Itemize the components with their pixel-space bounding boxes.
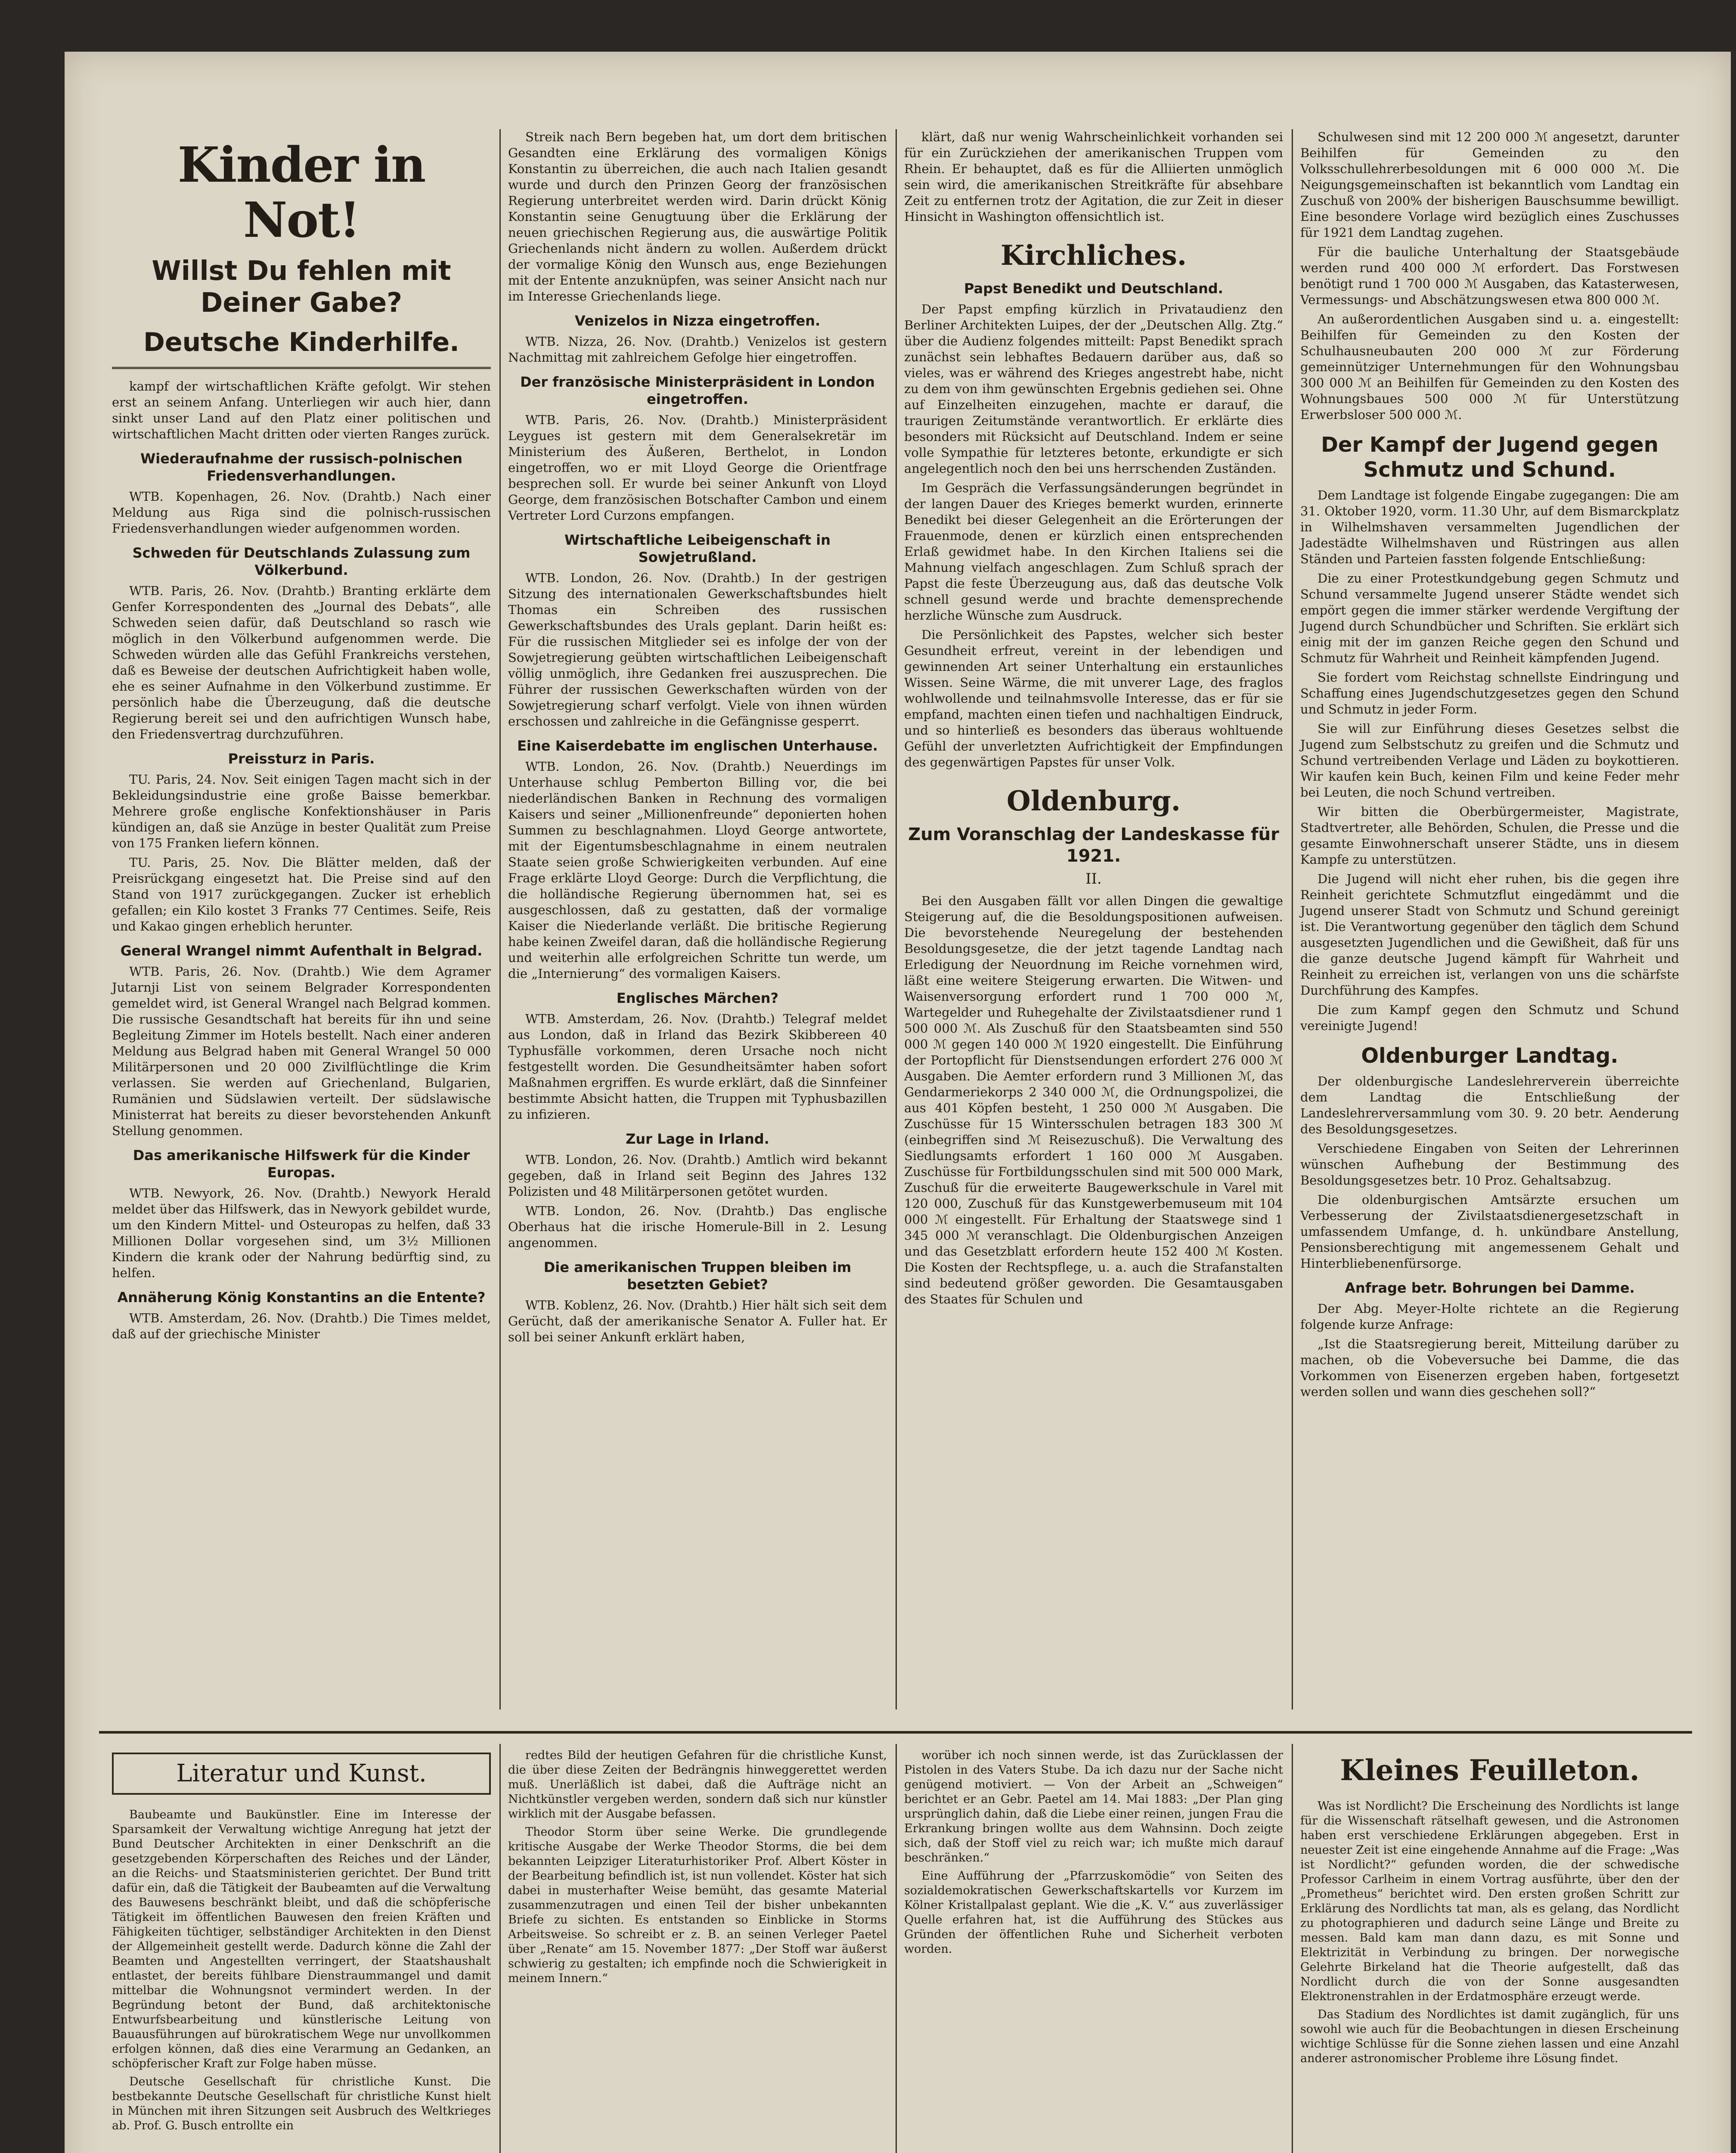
advert-line-1: Willst Du fehlen mit — [152, 255, 451, 286]
article-text: Deutsche Gesellschaft für christliche Kunst. Die bestbekannte Deutsche Gesellschaft für christliche Kunst hielt in München mit ihren Sitzungen seit Ausbruch des Weltkrieges ab. Prof. G. Busch entrollte ein — [112, 2075, 491, 2132]
part-number: II. — [1085, 870, 1102, 887]
headline: Papst Benedikt und Deutschland. — [964, 280, 1223, 297]
article-text: WTB. Nizza, 26. Nov. (Drahtb.) Venizelos ist gestern Nachmittag mit zahlreichem Gefolge hier eingetroffen. — [508, 334, 887, 365]
advert-line-3: Deutsche Kinderhilfe. — [143, 327, 459, 357]
article-text: An außerordentlichen Ausgaben sind u. a. eingestellt: Beihilfen für Gemeinden zu den Kosten der Schulhausneubauten 200 000 ℳ zur Förderung gemeinnütziger Unternehmungen für den Wohnungsbau 300 000 ℳ an Beihilfen für Gemeinden zu den Kosten des Wohnungsbaues 500 000 ℳ für Unterstützung Erwerbsloser 500 000 ℳ. — [1300, 312, 1679, 422]
column-rule — [1292, 129, 1293, 1709]
article-text: Verschiedene Eingaben von Seiten der Lehrerinnen wünschen Aufhebung der Bestimmung des Besoldungsgesetzes betr. 10 Proz. Gehaltsabzug. — [1300, 1141, 1679, 1188]
article-text: WTB. London, 26. Nov. (Drahtb.) Das englische Oberhaus hat die irische Homerule-Bill in 2. Lesung angenommen. — [508, 1204, 887, 1250]
headline: Wirtschaftliche Leibeigenschaft in Sowjetrußland. — [564, 532, 831, 565]
article-text: Bei den Ausgaben fällt vor allen Dingen die gewaltige Steigerung auf, die die Besoldungspositionen aufweisen. Die bevorstehende Neuregelung der bestehenden Besoldungsgesetze, die der jetzt tagende Landtag nach Erledigung der Neuordnung im Reiche vornehmen wird, läßt eine weitere Steigerung erwarten. Die Witwen- und Waisenversorgung erfordert rund 1 700 000 ℳ, Wartegelder und Ruhegehalte der Zivilstaatsdiener rund 1 500 000 ℳ. Als Zuschuß für den Staatsbeamten sind 550 000 ℳ gegen 140 000 ℳ 1920 eingestellt. Die Einführung der Portopflicht für Dienstsendungen erfordert 276 000 ℳ Ausgaben. Die Aemter erfordern rund 3 Millionen ℳ, das Gendarmeriekorps 2 340 000 ℳ, die Ordnungspolizei, die aus 401 Köpfen besteht, 1 250 000 ℳ Ausgaben. Die Zuschüsse für 15 Wintersschulen betragen 183 300 ℳ (einbegriffen sind ℳ Reisezuschuß). Die Verwaltung des Siedlungsamts erfordert 1 160 000 ℳ Ausgaben. Zuschüsse für Fortbildungsschulen sind mit 500 000 Mark, Zuschuß für die erweiterte Baugewerkschule in Varel mit 120 000, Zuschuß für das Kunstgewerbemuseum mit 104 000 ℳ eingestellt. Für Erhaltung der Staatswege sind 1 345 000 ℳ veranschlagt. Die Oldenburgischen Anzeigen und das Gesetzblatt erfordern heute 152 400 ℳ Kosten. Die Kosten der Rechtspflege, u. a. auch die Strafanstalten sind bedeutend größer geworden. Die Gesamtausgaben des Staates für Schulen und — [904, 893, 1283, 1306]
article-text: „Ist die Staatsregierung bereit, Mitteilung darüber zu machen, ob die Vobeversuche bei Damme, die das Vorkommen von Eisenerzen ergeben haben, fortgesetzt werden sollen und wann dies geschehen soll?“ — [1300, 1337, 1679, 1399]
article-text: WTB. London, 26. Nov. (Drahtb.) Amtlich wird bekannt gegeben, daß in Irland seit Beginn des Jahres 132 Polizisten und 48 Militärpersonen getötet wurden. — [508, 1152, 887, 1199]
article-text: klärt, daß nur wenig Wahrscheinlichkeit vorhanden sei für ein Zurückziehen der amerikanischen Truppen vom Rhein. Er behauptet, daß es für die Alliierten unmöglich sein wird, die amerikanischen Streitkräfte für absehbare Zeit zu entfernen trotz der Agitation, die zur Zeit in dieser Hinsicht in Washington offensichtlich ist. — [904, 130, 1283, 224]
headline: Das amerikanische Hilfswerk für die Kinder Europas. — [133, 1147, 470, 1181]
article-text: WTB. Amsterdam, 26. Nov. (Drahtb.) Die Times meldet, daß auf der griechische Minister — [112, 1311, 491, 1341]
article-text: Baubeamte und Baukünstler. Eine im Interesse der Sparsamkeit der Verwaltung wichtige Anregung hat jetzt der Bund Deutscher Architekten in einer Denkschrift an die gesetzgebenden Körperschaften des Reiches und der Länder, an die Reichs- und Staatsministerien gerichtet. Der Bund tritt dafür ein, daß die Tätigkeit der Baubeamten auf die Verwaltung des Bauwesens beschränkt bleibt, und daß die schöpferische Tätigkeit im öffentlichen Bauwesen den freien Kräften und Fähigkeiten tüchtiger, selbständiger Architekten in den Dienst der Allgemeinheit gestellt werde. Dadurch könne die Zahl der Beamten und Angestellten verringert, der Staatshaushalt entlastet, der bereits fühlbare Dienstraummangel und damit mittelbar die Wohnungsnot vermindert werden. In der Begründung betont der Bund, daß architektonische Entwurfsbearbeitung und künstlerische Leitung von Bauausführungen auf bürokratischem Wege nur unvollkommen erfolgen können, daß dies eine Verarmung an Gedanken, an schöpferischer Kraft zur Folge haben müsse. — [112, 1808, 491, 2070]
headline: Eine Kaiserdebatte im englischen Unterhause. — [517, 738, 878, 754]
column-rule — [499, 129, 501, 1709]
literatur-und-kunst-title: Literatur und Kunst. — [112, 1753, 491, 1795]
article-text: Sie fordert vom Reichstag schnellste Eindringung und Schaffung eines Jugendschutzgesetzes gegen den Schund und Schmutz in jeder Form. — [1300, 670, 1679, 717]
article-text: WTB. Paris, 26. Nov. (Drahtb.) Wie dem Agramer Jutarnji List von seinem Belgrader Korrespondenten gemeldet wird, ist General Wrangel nach Belgrad kommen. Die russische Gesandtschaft hat bereits für ihn und seine Begleitung Zimmer im Hotels bestellt. Nach einer anderen Meldung aus Belgrad haben mit General Wrangel 50 000 Militärpersonen und 20 000 Zivilflüchtlinge die Krim verlassen. Sie werden auf Griechenland, Bulgarien, Rumänien und Südslawien verteilt. Der südslawische Ministerrat hat bereits zu dieser bevorstehenden Ankunft Stellung genommen. — [112, 964, 491, 1138]
headline: Anfrage betr. Bohrungen bei Damme. — [1345, 1280, 1635, 1296]
feuilleton-rule — [99, 1731, 1692, 1734]
article-text: WTB. Koblenz, 26. Nov. (Drahtb.) Hier hält sich seit dem Gerücht, daß der amerikanische Senator A. Fuller hat. Er soll bei seiner Ankunft erklärt haben, — [508, 1298, 887, 1344]
article-text: WTB. Paris, 26. Nov. (Drahtb.) Ministerpräsident Leygues ist gestern mit dem Generalsekretär im Ministerium des Äußeren, Berthelot, in London eingetroffen, wo er mit Lloyd George die Orientfrage besprechen soll. Er wurde bei seiner Ankunft von Lloyd George, dem französischen Botschafter Cambon und einem Vertreter Lord Curzons empfangen. — [508, 413, 887, 523]
article-text: Die zu einer Protestkundgebung gegen Schmutz und Schund versammelte Jugend unserer Städte wendet sich empört gegen die immer stärker werdende Vergiftung der Jugend durch Schundbücher und Schriften. Sie erklärt sich einig mit der im ganzen Reiche gegen den Schund und Schmutz für Wahrheit und Reinheit kämpfenden Jugend. — [1300, 571, 1679, 665]
advert-line-2: Deiner Gabe? — [200, 287, 403, 318]
article-text: Der oldenburgische Landeslehrerverein überreichte dem Landtag die Entschließung der Landeslehrerversammlung vom 30. 9. 20 betr. Aenderung des Besoldungsgesetzes. — [1300, 1074, 1679, 1136]
article-text: WTB. Paris, 26. Nov. (Drahtb.) Branting erklärte dem Genfer Korrespondenten des „Journal des Debats“, alle Schweden seien dafür, daß Deutschland so rasch wie möglich in den Völkerbund aufgenommen werde. Die Schweden würden alle das Gefühl Frankreichs verstehen, daß es Beweise der deutschen Aufrichtigkeit haben wolle, ehe es seiner Aufnahme in den Völkerbund zustimme. Er persönlich habe die Überzeugung, daß die deutsche Regierung bereit sei und den aufrichtigen Wunsch habe, den Friedensvertrag durchzuführen. — [112, 583, 491, 741]
article-text: WTB. Newyork, 26. Nov. (Drahtb.) Newyork Herald meldet über das Hilfswerk, das in Newyork gebildet wurde, um den Kindern Mittel- und Osteuropas zu helfen, daß 33 Millionen Dollar vorgesehen sind, um 3½ Millionen Kindern die krank oder der Nahrung bedürftig sind, zu helfen. — [112, 1186, 491, 1280]
kinder-in-not-advert — [112, 138, 491, 369]
article-text: Sie will zur Einführung dieses Gesetzes selbst die Jugend zum Selbstschutz zu greifen und die Schmutz und Schund vertreibenden Verlage und Läden zu boykottieren. Wir kaufen kein Buch, keinen Film und keine Feder mehr bei Leuten, die noch Schund vertreiben. — [1300, 721, 1679, 800]
article-text: kampf der wirtschaftlichen Kräfte gefolgt. Wir stehen erst an seinem Anfang. Unterliegen wir auch hier, dann sinkt unser Land auf den Platz einer politischen und wirtschaftlichen Macht dritten oder vierten Ranges zurück. — [112, 379, 491, 441]
article-text: Theodor Storm über seine Werke. Die grundlegende kritische Ausgabe der Werke Theodor Storms, die bei dem bekannten Leipziger Literaturhistoriker Prof. Albert Köster in der Bearbeitung befindlich ist, ist nun vollendet. Köster hat sich dabei in musterhafter Weise bemüht, das gesamte Material zusammenzutragen und einen Teil der bisher unbekannten Briefe zu sichten. Es entstanden so Einblicke in Storms Arbeitsweise. So schreibt er z. B. an seinen Verleger Paetel über „Renate“ am 15. November 1877: „Der Stoff war äußerst schwierig zu gestalten; ich empfinde noch die Schwierigkeit in meinem Innern.“ — [508, 1825, 887, 1985]
headline: Der französische Ministerpräsident in London eingetroffen. — [520, 374, 875, 407]
headline: Annäherung König Konstantins an die Entente? — [117, 1289, 486, 1306]
article-text: Wir bitten die Oberbürgermeister, Magistrate, Stadtvertreter, alle Behörden, Schulen, die Presse und die gesamte Einwohnerschaft unserer Städte, uns in diesem Kampfe zu unterstützen. — [1300, 804, 1679, 867]
column-rule — [499, 1744, 501, 2153]
article-text: Für die bauliche Unterhaltung der Staatsgebäude werden rund 400 000 ℳ erfordert. Das Forstwesen benötigt rund 1 700 000 ℳ Ausgaben, das Katasterwesen, Vermessungs- und Abschätzungswesen etwa 800 000 ℳ. — [1300, 245, 1679, 307]
column-4 — [1300, 129, 1679, 1403]
section-title-oldenburg: Oldenburg. — [1006, 785, 1181, 817]
article-text: WTB. London, 26. Nov. (Drahtb.) In der gestrigen Sitzung des internationalen Gewerkschaftsbundes hielt Thomas ein Schreiben des russischen Gewerkschaftsbundes des Urals geplant. Darin heißt es: Für die russischen Mitglieder sei es infolge der von der Sowjetregierung geübten wirtschaftlichen Leibeigenschaft völlig unmöglich, ihre Gedanken frei auszusprechen. Die Führer der russischen Gewerkschaften würden von der Sowjetregierung scharf verfolgt. Viele von ihnen würden erschossen und zahlreiche in die Gefängnisse gesperrt. — [508, 571, 887, 729]
article-text: TU. Paris, 25. Nov. Die Blätter melden, daß der Preisrückgang eingesetzt hat. Die Preise sind auf den Stand von 1917 zurückgegangen. Zucker ist erheblich gefallen; ein Kilo kostet 3 Franks 77 Centimes. Seife, Reis und Kakao gingen erheblich herunter. — [112, 855, 491, 934]
article-text: WTB. London, 26. Nov. (Drahtb.) Neuerdings im Unterhause schlug Pemberton Billing vor, die bei niederländischen Banken in Rechnung des vormaligen Kaisers und seiner „Millionenfreunde“ deponierten hohen Summen zu beschlagnahmen. Lloyd George antwortete, mit der Eigentumsbeschlagnahme in einem neutralen Staate seien große Schwierigkeiten verbunden. Auf eine Frage erklärte Lloyd George: Durch die Verpflichtung, die die holländische Regierung übernommen hat, sei es ausgeschlossen, daß zu gestatten, daß der vormalige Kaiser die Niederlande verläßt. Die britische Regierung habe keinen Zweifel daran, daß die holländische Regierung und weiterhin alle erfolgreichen Schritte tun werde, um die „Internierung“ des vormaligen Kaisers. — [508, 759, 887, 981]
bottom-column-4 — [1300, 1748, 1679, 2069]
article-text: Die zum Kampf gegen den Schmutz und Schund vereinigte Jugend! — [1300, 1002, 1679, 1033]
column-rule — [896, 129, 897, 1709]
article-text: Die oldenburgischen Amtsärzte ersuchen um Verbesserung der Zivilstaatsdienergesetzschaft in umfassendem Umfange, d. h. unkündbare Anstellung, Pensionsberechtigung mit angemessenem Gehalt und Hinterbliebenenfürsorge. — [1300, 1192, 1679, 1271]
article-text: TU. Paris, 24. Nov. Seit einigen Tagen macht sich in der Bekleidungsindustrie eine große Baisse bemerkbar. Mehrere große englische Konfektionshäuser in Paris kündigen an, daß sie Anzüge in bester Qualität zum Preise von 175 Franken liefern können. — [112, 772, 491, 850]
article-text: Was ist Nordlicht? Die Erscheinung des Nordlichts ist lange für die Wissenschaft rätselhaft gewesen, und die Astronomen haben erst verschiedene Erklärungen abgegeben. Erst in neuester Zeit ist eine eingehende Annahme auf die Frage: „Was ist Nordlicht?“ gefunden worden, die der schwedische Professor Carlheim in einem Vortrag ausführte, über den der „Prometheus“ berichtet wird. Den ersten großen Schritt zur Erklärung des Nordlichts tat man, als es gelang, das Nordlicht zu photographieren und dadurch seine Länge und Breite zu messen. Bald kam man dann dazu, es mit Sonne und Elektrizität in Verbindung zu bringen. Der norwegische Gelehrte Birkeland hat die Theorie aufgestellt, daß das Nordlicht durch die von der Sonne ausgesandten Elektronenstrahlen in der Erdatmosphäre erzeugt werde. — [1300, 1799, 1679, 2003]
article-text: Streik nach Bern begeben hat, um dort dem britischen Gesandten eine Erklärung des vormaligen Königs Konstantin zu überreichen, die auch nach Italien gesandt wurde und durch den Prinzen Georg der französischen Regierung unterbreitet werden wird. Darin drückt König Konstantin seine Genugtuung über die Erklärung der neuen griechischen Regierung aus, die auswärtige Politik Griechenlands nicht ändern zu wollen. Außerdem drückt der vormalige König den Wunsch aus, enge Beziehungen mit der Entente anzuknüpfen, was seiner Ansicht nach nur im Interesse Griechenlands liege. — [508, 130, 887, 304]
kleines-feuilleton-title: Kleines Feuilleton. — [1340, 1753, 1640, 1787]
bottom-column-3 — [904, 1748, 1283, 1960]
article-text: WTB. Kopenhagen, 26. Nov. (Drahtb.) Nach einer Meldung aus Riga sind die polnisch-russischen Friedensverhandlungen wieder aufgenommen worden. — [112, 489, 491, 536]
section-title-kirchliches: Kirchliches. — [1000, 239, 1187, 272]
headline: Wiederaufnahme der russisch-polnischen Friedensverhandlungen. — [140, 450, 463, 484]
article-text: Im Gespräch die Verfassungsänderungen begründet in der langen Dauer des Krieges bemerkt wurden, erinnerte Benedikt bei dieser Gelegenheit an die Erörterungen der Frauenmode, denen er kürzlich einen entsprechenden Erlaß gewidmet habe. In den Kirchen Italiens sei die Mahnung vielfach angeschlagen. Zum Schluß sprach der Papst die feste Überzeugung aus, daß das deutsche Volk schnell gesund werde und brachte demensprechende herzliche Wünsche zum Ausdruck. — [904, 481, 1283, 623]
advert-title: Kinder in Not! — [177, 137, 425, 248]
column-rule — [896, 1744, 897, 2153]
column-rule — [1292, 1744, 1293, 2153]
headline: Schweden für Deutschlands Zulassung zum Völkerbund. — [132, 545, 471, 578]
headline: Zur Lage in Irland. — [626, 1131, 769, 1147]
headline: Die amerikanischen Truppen bleiben im besetzten Gebiet? — [543, 1259, 852, 1293]
article-text: WTB. Amsterdam, 26. Nov. (Drahtb.) Telegraf meldet aus London, daß in Irland das Bezirk Skibbereen 40 Typhusfälle vorkommen, deren Ursache noch nicht festgestellt worden. Die Gesundheitsämter haben sofort Maßnahmen ergriffen. Es wurde erklärt, daß die Sinnfeiner bestimmte Absicht hatten, die Truppen mit Typhusbazillen zu infizieren. — [508, 1011, 887, 1122]
bottom-column-2 — [508, 1748, 887, 1989]
headline: Oldenburger Landtag. — [1361, 1044, 1618, 1068]
column-1 — [112, 129, 491, 1346]
article-text: Schulwesen sind mit 12 200 000 ℳ angesetzt, darunter Beihilfen für Gemeinden zu den Volksschullehrerbesoldungen mit 6 000 000 ℳ. Die Neigungsgemeinschaften ist bekanntlich vom Landtag ein Zuschuß von 200% der bisherigen Bauschsumme bewilligt. Eine besondere Vorlage wird bezüglich eines Zuschusses für 1921 dem Landtag zugehen. — [1300, 130, 1679, 240]
headline: Englisches Märchen? — [616, 990, 779, 1006]
article-text: Die Persönlichkeit des Papstes, welcher sich bester Gesundheit erfreut, vereint in der lebendigen und gewinnenden Art seiner Unterhaltung ein erstaunliches Wissen. Seine Wärme, die mit unverer Lage, des fraglos wohlwollende und teilnahmsvolle Interesse, das er für sie empfand, machten einen tiefen und nachhaltigen Eindruck, und so hinterließ es besonders das überaus wohltuende Gefühl der unverletzten Aufrichtigkeit der Empfindungen des gegenwärtigen Papstes für unser Volk. — [904, 627, 1283, 769]
headline: Zum Voranschlag der Landeskasse für 1921. — [908, 825, 1279, 866]
column-3 — [904, 129, 1283, 1311]
article-text: Die Jugend will nicht eher ruhen, bis die gegen ihre Reinheit gerichtete Schmutzflut eingedämmt und die Jugend unserer Stadt von Schmutz und Schund gereinigt ist. Die Verantwortung gegenüber den täglich dem Schund ausgesetzten Jugendlichen und die Gewißheit, daß für uns die ganze deutsche Jugend kämpft für Wahrheit und Reinheit zu erreichen ist, verlangen von uns die schärfste Durchführung des Kampfes. — [1300, 872, 1679, 998]
article-text: redtes Bild der heutigen Gefahren für die christliche Kunst, die über diese Zeiten der Bedrängnis hinweggerettet werden muß. Unerläßlich ist dabei, daß die Aufträge nicht an Nichtkünstler vergeben werden, sondern daß sich nur künstler wirklich mit der Ausgabe befassen. — [508, 1749, 887, 1821]
article-text: Dem Landtage ist folgende Eingabe zugegangen: Die am 31. Oktober 1920, vorm. 11.30 Uhr, auf dem Bismarckplatz in Wilhelmshaven versammelten Jugendlichen der Jadestädte Wilhelmshaven und Rüstringen aus allen Ständen und Parteien fassten folgende Entschließung: — [1300, 488, 1679, 566]
article-text: Das Stadium des Nordlichtes ist damit zugänglich, für uns sowohl wie auch für die Beobachtungen in diesen Erscheinung wichtige Schlüsse für die Sonne ziehen lassen und eine Anzahl anderer astronomischer Probleme ihre Lösung findet. — [1300, 2008, 1679, 2065]
newspaper-page — [65, 52, 1731, 2153]
headline: General Wrangel nimmt Aufenthalt in Belgrad. — [120, 943, 483, 959]
article-text: Der Abg. Meyer-Holte richtete an die Regierung folgende kurze Anfrage: — [1300, 1301, 1679, 1332]
article-text: Eine Aufführung der „Pfarrzuskomödie“ von Seiten des sozialdemokratischen Gewerkschaftskartells vor Kurzem im Kölner Kristallpalast geplant. Wie die „K. V.“ aus zuverlässiger Quelle erfahren hat, ist die Aufführung des Stückes aus Gründen der öffentlichen Ruhe und Sicherheit verboten worden. — [904, 1869, 1283, 1956]
column-2 — [508, 129, 887, 1349]
bottom-column-1 — [112, 1748, 491, 2137]
article-text: Der Papst empfing kürzlich in Privataudienz den Berliner Architekten Luipes, der der „Deutschen Allg. Ztg.“ über die Audienz folgendes mitteilt: Papst Benedikt sprach zunächst sein lebhaftes Bedauern darüber aus, daß so vieles, was er während des Krieges angestrebt habe, nicht zu dem von ihm gewünschten Ergebnis gediehen sei. Ohne auf Einzelheiten einzugehen, machte er darauf, die traurigen Zeitumstände verantwortlich. Er erklärte dies besonders mit Rücksicht auf Deutschland. Indem er seine volle Sympathie für letzteres betonte, erkundigte er sich angelegentlich noch den bei uns herrschenden Zuständen. — [904, 302, 1283, 476]
headline: Preissturz in Paris. — [228, 751, 375, 767]
headline: Der Kampf der Jugend gegen Schmutz und Schund. — [1321, 433, 1658, 482]
headline: Venizelos in Nizza eingetroffen. — [574, 313, 821, 329]
article-text: worüber ich noch sinnen werde, ist das Zurücklassen der Pistolen in des Vaters Stube. Da ich dazu nur der Sache nicht genügend motiviert. — Von der Arbeit an „Schweigen“ berichtet er an Gebr. Paetel am 14. Mai 1883: „Der Plan ging ursprünglich dahin, daß die Liebe einer reinen, jungen Frau die Erkrankung bringen wollte aus dem Wahnsinn. Doch zeigte sich, daß der Stoff viel zu reich war; ich mußte mich darauf beschränken.“ — [904, 1749, 1283, 1864]
